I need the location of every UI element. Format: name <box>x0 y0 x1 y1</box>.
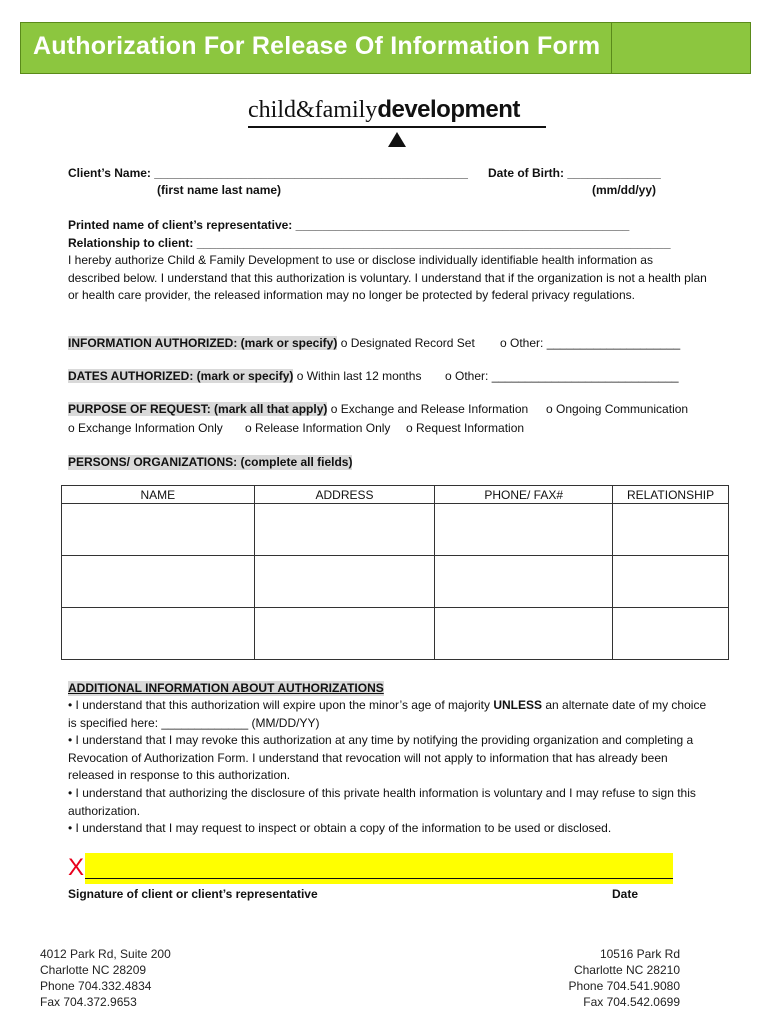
additional-information-heading: ADDITIONAL INFORMATION ABOUT AUTHORIZATIONS <box>68 681 384 695</box>
relationship-label: Relationship to client: <box>68 236 194 250</box>
signature-field[interactable] <box>85 853 673 884</box>
bullet-expiration-text-2: an alternate date of my choice is specified here: _____________ (MM/DD/YY) <box>68 698 707 730</box>
dob-hint: (mm/dd/yy) <box>592 183 657 197</box>
name-column-header: NAME <box>62 486 255 504</box>
left-office-street: 4012 Park Rd, Suite 200 <box>40 947 171 961</box>
address-cell[interactable] <box>254 504 435 556</box>
address-cell[interactable] <box>254 608 435 660</box>
representative-label: Printed name of client’s representative: <box>68 218 293 232</box>
representative-field[interactable]: __________________________________________________ <box>295 218 630 232</box>
bullet-expiration-text-1: • I understand that this authorization will expire upon the minor’s age of majority <box>68 698 494 712</box>
logo-text-bold: development <box>377 96 520 123</box>
left-office-address <box>40 946 171 1010</box>
form-title: Authorization For Release Of Information Form <box>33 32 601 60</box>
organization-logo <box>248 96 520 124</box>
relationship-row <box>68 236 671 251</box>
signature-label: Signature of client or client’s representative <box>68 887 318 901</box>
date-label: Date <box>612 887 639 901</box>
bullet-expiration-unless: UNLESS <box>493 698 543 712</box>
relationship-column-header: RELATIONSHIP <box>613 486 729 504</box>
dates-other-option[interactable]: o Other: ____________________________ <box>445 369 679 383</box>
logo-text-light: child&family <box>248 97 378 123</box>
address-cell[interactable] <box>254 556 435 608</box>
form-header-bar <box>20 22 751 74</box>
table-row <box>62 504 729 556</box>
relationship-cell[interactable] <box>613 504 729 556</box>
dates-authorized-row <box>68 369 421 384</box>
bullet-expiration <box>68 697 708 732</box>
right-office-city: Charlotte NC 28210 <box>573 963 680 977</box>
client-name-label: Client’s Name: <box>68 166 151 180</box>
ongoing-communication-option[interactable]: o Ongoing Communication <box>546 402 689 416</box>
left-office-phone: Phone 704.332.4834 <box>40 979 152 993</box>
phone-fax-cell[interactable] <box>435 608 613 660</box>
dates-authorized-label: DATES AUTHORIZED: (mark or specify) <box>68 369 294 383</box>
client-name-field[interactable]: _______________________________________________ <box>154 166 468 180</box>
left-office-fax: Fax 704.372.9653 <box>40 995 137 1009</box>
exchange-only-option[interactable]: o Exchange Information Only <box>68 421 223 435</box>
name-cell[interactable] <box>62 608 255 660</box>
request-information-option[interactable]: o Request Information <box>406 421 525 435</box>
exchange-release-option[interactable]: o Exchange and Release Information <box>330 402 529 416</box>
dob-row <box>488 166 661 181</box>
persons-table <box>61 485 729 660</box>
right-office-fax: Fax 704.542.0699 <box>583 995 680 1009</box>
right-office-street: 10516 Park Rd <box>599 947 680 961</box>
logo-arrow-icon <box>388 132 406 147</box>
signature-line <box>85 878 673 879</box>
information-authorized-label: INFORMATION AUTHORIZED: (mark or specify) <box>68 336 338 350</box>
table-row <box>62 608 729 660</box>
bullet-revocation: • I understand that I may revoke this authorization at any time by notifying the providing organization and completing a Revocation of Authorization Form. I understand that revocation will not apply to information that has already been released in response to this authorization. <box>68 733 694 782</box>
relationship-cell[interactable] <box>613 556 729 608</box>
designated-record-set-option[interactable]: o Designated Record Set <box>340 336 475 350</box>
name-cell[interactable] <box>62 556 255 608</box>
signature-x-mark: X <box>68 854 85 881</box>
logo-underline <box>248 126 546 128</box>
client-name-hint: (first name last name) <box>157 183 282 197</box>
client-name-row <box>68 166 468 181</box>
dob-field[interactable]: ______________ <box>567 166 661 180</box>
information-authorized-row <box>68 336 475 351</box>
phone-fax-cell[interactable] <box>435 556 613 608</box>
phone-fax-cell[interactable] <box>435 504 613 556</box>
relationship-field[interactable]: _______________________________________________________________________ <box>196 236 671 250</box>
right-office-phone: Phone 704.541.9080 <box>568 979 680 993</box>
purpose-label: PURPOSE OF REQUEST: (mark all that apply) <box>68 402 328 416</box>
name-cell[interactable] <box>62 504 255 556</box>
purpose-row <box>68 402 528 417</box>
bullet-inspect-copy: • I understand that I may request to inspect or obtain a copy of the information to be used or disclosed. <box>68 821 612 835</box>
phone-fax-column-header: PHONE/ FAX# <box>435 486 613 504</box>
information-other-option[interactable]: o Other: ____________________ <box>500 336 681 350</box>
bullet-voluntary: • I understand that authorizing the disclosure of this private health information is voluntary and I may refuse to sign this authorization. <box>68 786 696 818</box>
left-office-city: Charlotte NC 28209 <box>40 963 147 977</box>
dob-label: Date of Birth: <box>488 166 564 180</box>
relationship-cell[interactable] <box>613 608 729 660</box>
header-right-cell <box>611 23 752 73</box>
address-column-header: ADDRESS <box>254 486 435 504</box>
authorization-intro-paragraph: I hereby authorize Child & Family Development to use or disclose individually identifiable health information as described below. I understand that this authorization is voluntary. I understand that if the organization is not a health plan or health care provider, the released information may no longer be protected by federal privacy regulations. <box>68 253 707 302</box>
table-row <box>62 556 729 608</box>
release-only-option[interactable]: o Release Information Only <box>245 421 391 435</box>
representative-row <box>68 218 629 233</box>
persons-table-header <box>62 486 729 504</box>
persons-organizations-label: PERSONS/ ORGANIZATIONS: (complete all fields) <box>68 455 353 469</box>
right-office-address <box>569 946 680 1010</box>
within-12-months-option[interactable]: o Within last 12 months <box>296 369 422 383</box>
